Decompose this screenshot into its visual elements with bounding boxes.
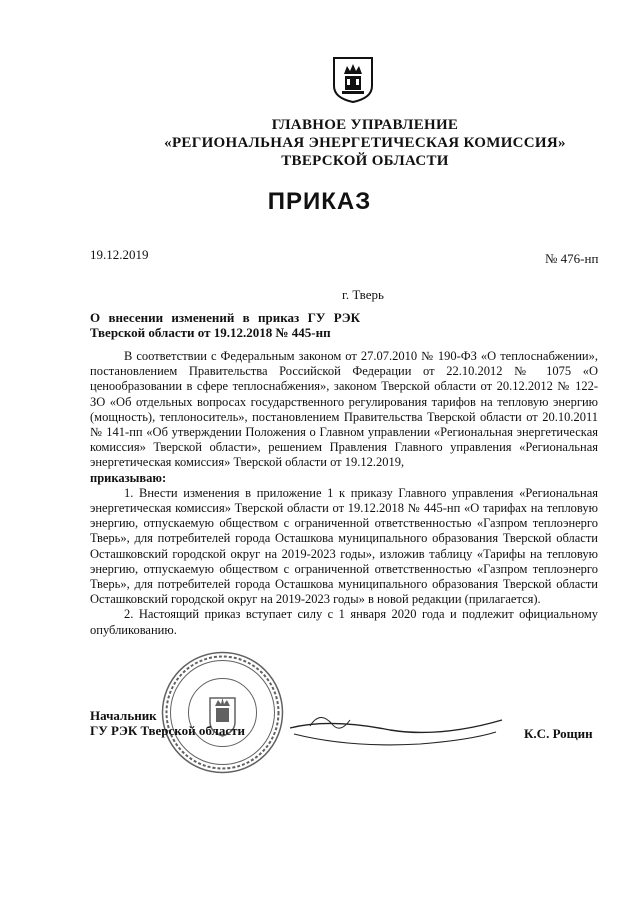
preamble-paragraph: В соответствии с Федеральным законом от 27.07.2010 № 190-ФЗ «О теплоснабжении», постановлением Правительства Российской Федерации от 22.10.2012 № 1075 «О ценообразовании в сфере теплоснабжения», законом Тверской области от 20.12.2012 № 122-ЗО «Об отдельных вопросах государственного регулирования тарифов на тепловую энергию (мощность), теплоноситель», постановлением Правительства Тверской области от 20.10.2011 № 141-пп «Об утверждении Положения о Главном управлении «Региональная энергетическая комиссия» Тверской области», решением Правления Главного управления «Региональная энергетическая комиссия» Тверской области от 19.12.2019, (90, 349, 598, 470)
orders-keyword: приказываю: (90, 470, 167, 485)
document-body (90, 349, 598, 638)
document-number: № 476-нп (545, 251, 599, 266)
header-line-2: «РЕГИОНАЛЬНАЯ ЭНЕРГЕТИЧЕСКАЯ КОМИССИЯ» (164, 135, 566, 151)
order-item-2: 2. Настоящий приказ вступает силу с 1 января 2020 года и подлежит официальному опубликованию. (90, 607, 598, 637)
signatory-position-line-2: ГУ РЭК Тверской области (90, 723, 245, 738)
header-line-1: ГЛАВНОЕ УПРАВЛЕНИЕ (271, 117, 459, 133)
subject-line-2: Тверской области от 19.12.2018 № 445-нп (90, 325, 331, 340)
document-header (100, 116, 630, 170)
document-date: 19.12.2019 (90, 247, 149, 262)
signatory-position-line-1: Начальник (90, 708, 157, 723)
handwritten-signature-icon (270, 690, 510, 770)
document-subject (90, 310, 360, 340)
document-city: г. Тверь (342, 287, 384, 302)
coat-of-arms-icon (332, 56, 374, 104)
signatory-position (90, 708, 245, 738)
subject-line-1: О внесении изменений в приказ ГУ РЭК (90, 310, 360, 325)
signatory-name: К.С. Рощин (524, 726, 593, 741)
header-line-3: ТВЕРСКОЙ ОБЛАСТИ (281, 153, 449, 169)
document-title: ПРИКАЗ (267, 188, 372, 215)
order-item-1: 1. Внести изменения в приложение 1 к приказу Главного управления «Региональная энергетическая комиссия» Тверской области от 19.12.2018 № 445-нп «О тарифах на тепловую энергию, отпускаемую обществом с ограниченной ответственностью «Газпром теплоэнерго Тверь», для потребителей города Осташкова муниципального образования Тверской области Осташковский городской округ на 2019-2023 годы», изложив таблицу «Тарифы на тепловую энергию, отпускаемую обществом с ограниченной ответственностью «Газпром теплоэнерго Тверь», для потребителей города Осташкова муниципального образования Тверской области Осташковский городской округ на 2019-2023 годы» в новой редакции (прилагается). (90, 485, 598, 607)
